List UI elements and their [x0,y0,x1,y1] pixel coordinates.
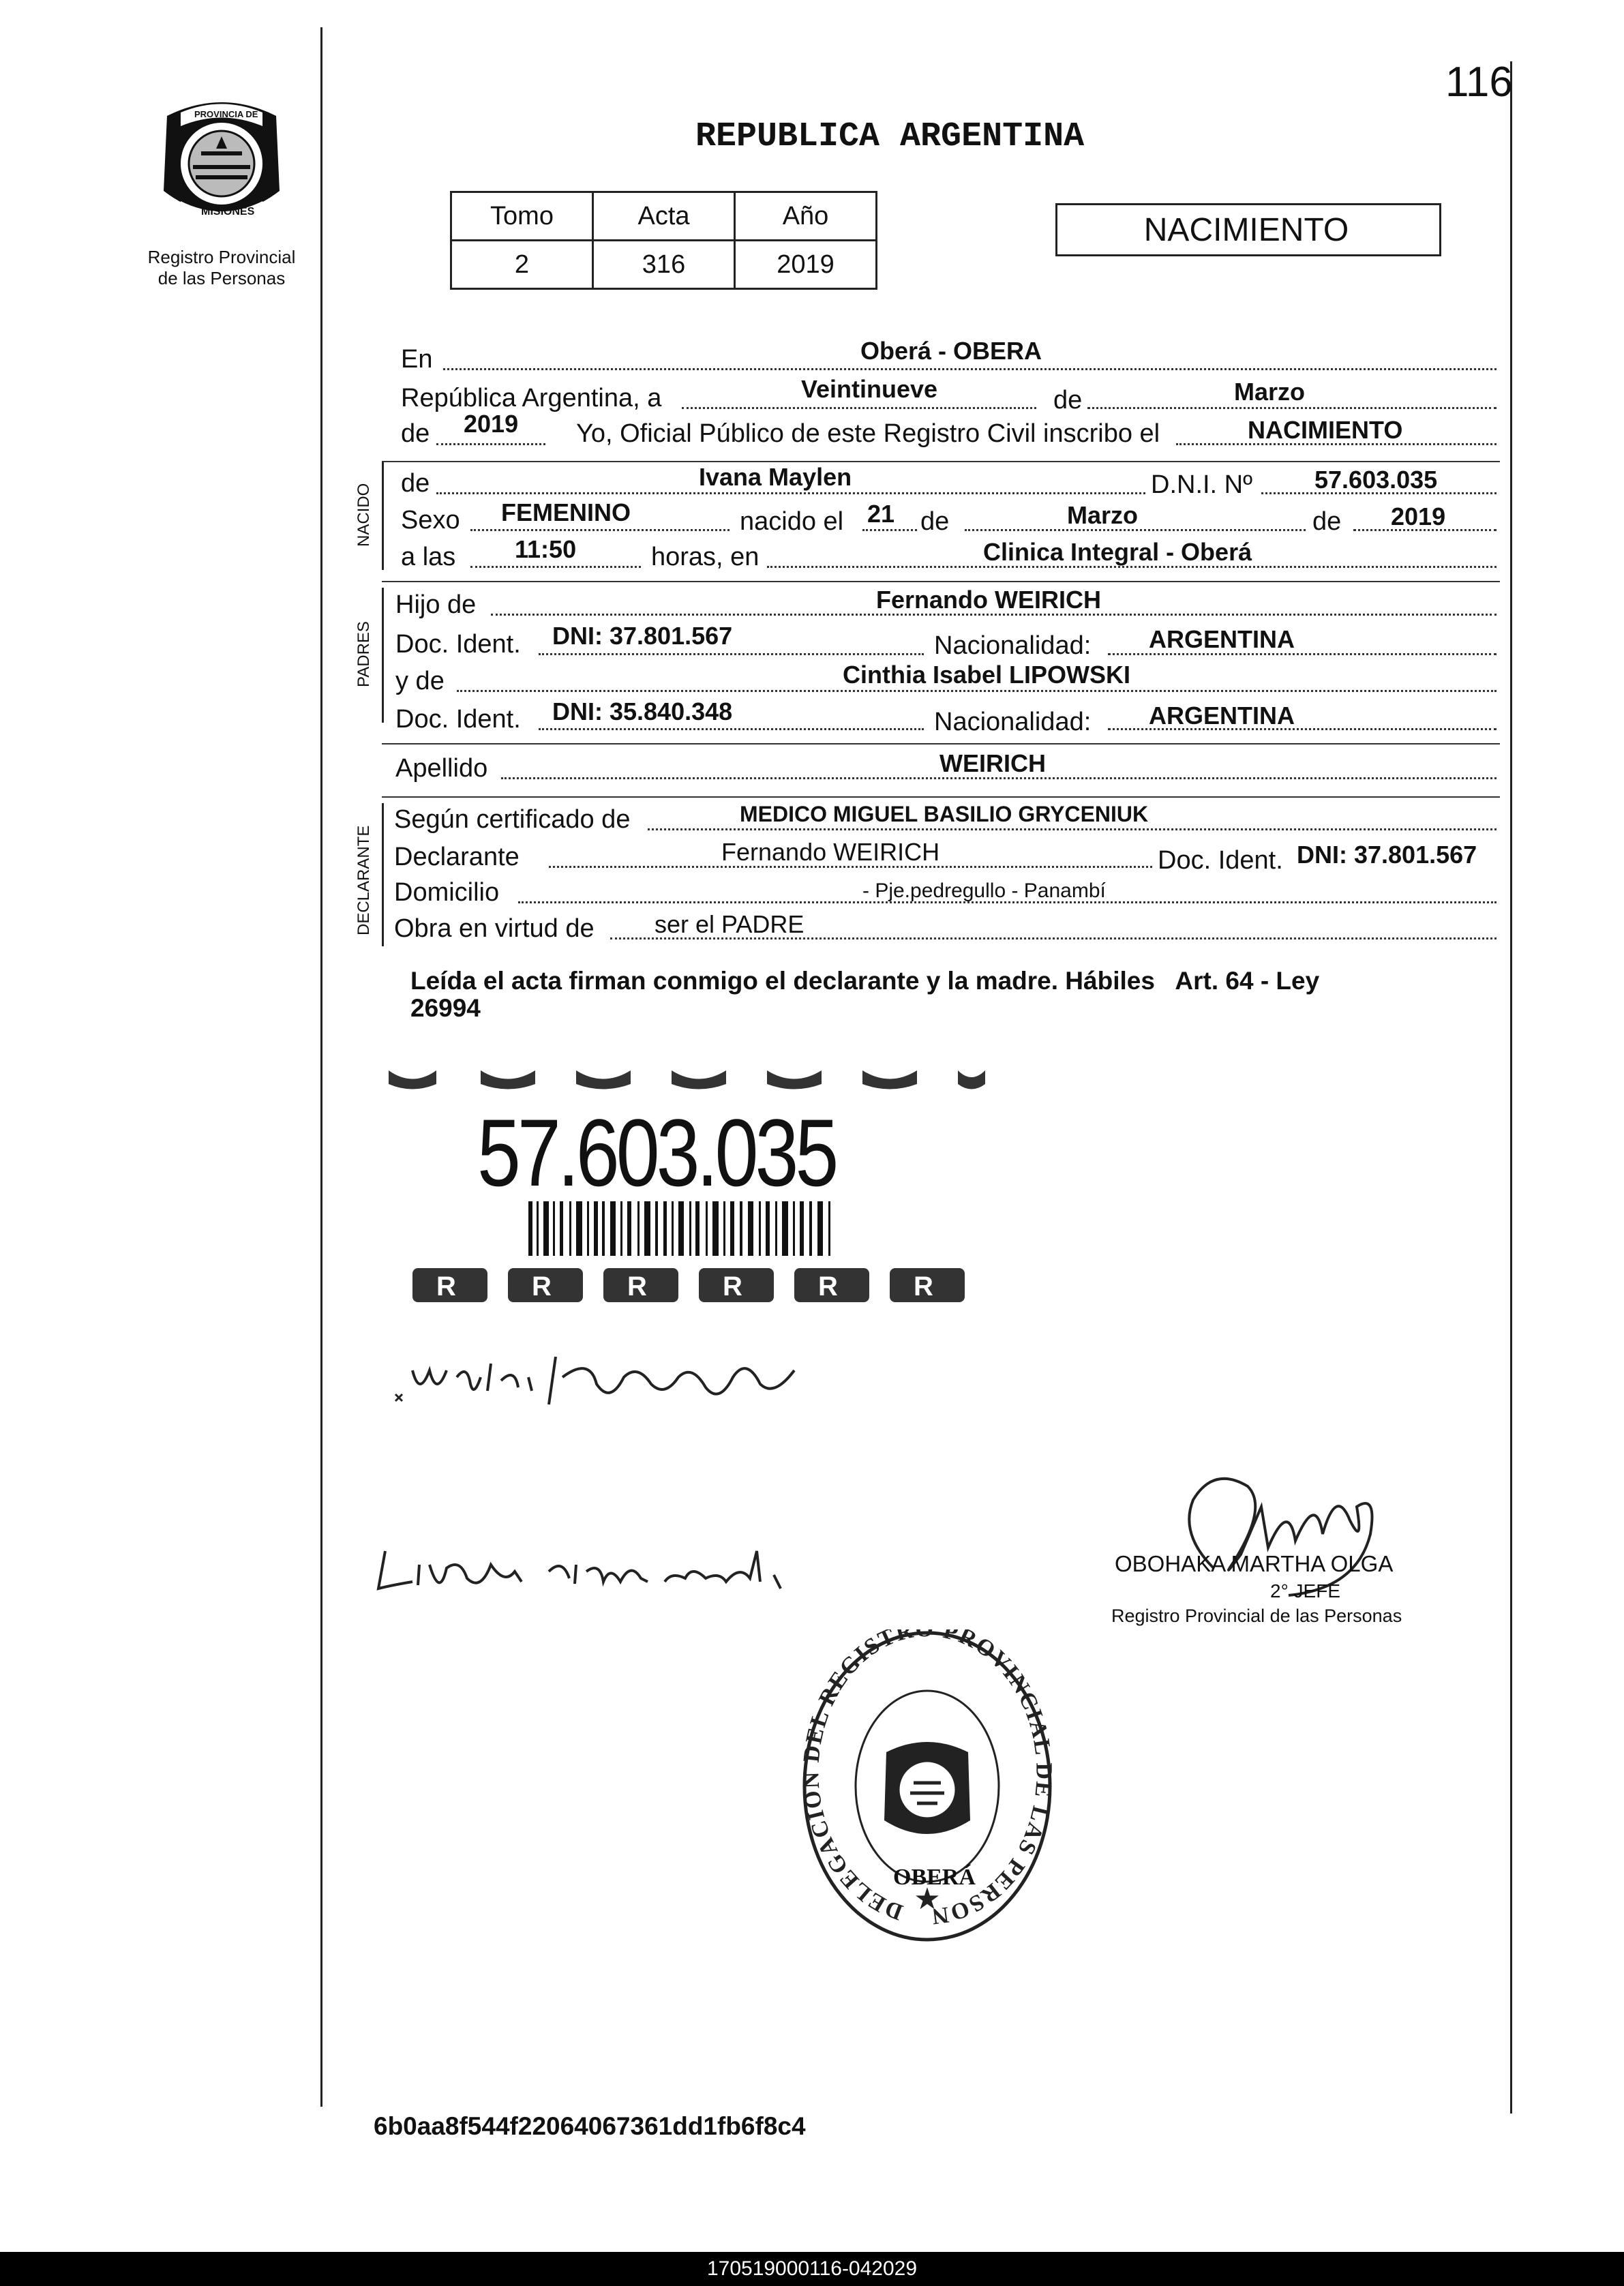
certificado-label: Según certificado de [394,805,631,834]
apellido-value: WEIRICH [939,749,1046,777]
record-header-anio: Año [735,192,877,241]
closing-text-line2: 26994 [410,994,481,1022]
month-dots [1087,407,1497,409]
official-role: 2° JEFE [1270,1580,1341,1601]
decl-doc-value: DNI: 37.801.567 [1297,841,1477,869]
dni-value: 57.603.035 [1314,466,1438,494]
logo-caption-2: de las Personas [157,268,286,288]
sexo-label: Sexo [401,506,460,535]
doc-type-label: NACIMIENTO [1143,212,1349,248]
page-number: 116 [1445,59,1513,106]
logo-caption-1: Registro Provincial [147,247,296,267]
nacido-top-rule [382,461,1500,462]
svg-text:★: ★ [914,1882,941,1916]
logo-top-text: PROVINCIA DE [194,109,258,119]
svg-text:R: R [914,1272,933,1302]
obra-label: Obra en virtud de [394,914,595,943]
seal-stamp-icon [801,1629,1053,1943]
footer-id: 170519000116-042029 [706,2257,918,2280]
father-doc-dots [539,653,924,655]
child-name-value: Ivana Maylen [699,463,852,491]
hijo-label: Hijo de [395,590,477,619]
document-hash: 6b0aa8f544f22064067361dd1fb6f8c4 [374,2112,806,2140]
en-dots [443,368,1497,370]
svg-text:R: R [818,1272,838,1302]
inscribo-value: NACIMIENTO [1248,416,1403,444]
birth-month-value: Marzo [1067,501,1139,529]
province-logo [153,89,290,239]
time-dots [470,566,641,568]
nacido-bracket [382,462,384,570]
birth-day-dots [862,529,917,531]
nacionalidad-label-2: Nacionalidad: [934,708,1092,736]
nacido-section-label: NACIDO [355,483,373,547]
obra-value: ser el PADRE [655,910,805,938]
record-header-tomo: Tomo [451,192,593,241]
birth-month-dots [965,529,1306,531]
name-dots [436,492,1145,494]
sexo-value: FEMENINO [501,498,631,526]
page-title: REPUBLICA ARGENTINA [695,117,1085,156]
record-table [450,191,877,290]
cert-dots [648,828,1497,830]
day-dots [682,407,1036,409]
declarante-bracket [382,803,384,946]
yo-text: Yo, Oficial Público de este Registro Civil inscribo el [576,419,1160,448]
en-value: Oberá - OBERA [860,337,1042,365]
month-value: Marzo [1234,378,1306,406]
doc-ident-label-1: Doc. Ident. [395,630,521,659]
left-margin-line [320,27,322,2107]
svg-text:R: R [532,1272,552,1302]
republica-label: República Argentina, a [401,384,662,412]
record-header-acta: Acta [593,192,735,241]
record-value-tomo: 2 [451,241,593,289]
birth-day-value: 21 [867,500,895,528]
padres-top-rule [382,581,1500,582]
cert-value: MEDICO MIGUEL BASILIO GRYCENIUK [740,802,1149,826]
svg-text:R: R [723,1272,742,1302]
declarante-section-label: DECLARANTE [355,825,373,935]
year-dots [436,443,545,445]
footer-band [0,2252,1624,2286]
sexo-dots [470,529,730,531]
father-nac-dots [1108,653,1497,655]
barcode [528,1201,830,1256]
domicilio-label: Domicilio [394,878,500,907]
de-label-4: de [1312,507,1342,536]
mother-nac-value: ARGENTINA [1149,702,1295,730]
right-margin-line [1510,61,1512,2114]
svg-text:R: R [436,1272,456,1302]
doc-ident-label-2: Doc. Ident. [395,705,521,734]
seal-city: OBERÁ [893,1865,976,1890]
de-label-1: de [1053,386,1083,415]
mother-doc-dots [539,728,924,730]
father-signature [392,1329,815,1411]
dni-label: D.N.I. Nº [1151,470,1252,499]
father-dots [491,614,1497,616]
horas-label: horas, en [651,543,760,571]
year-value: 2019 [464,410,519,438]
father-doc-value: DNI: 37.801.567 [552,622,733,650]
de-label-2: de [401,419,430,448]
svg-text:R: R [627,1272,647,1302]
seal-ring-text: DELEGACIO DEL REGISTR PROVINCIAL LAS PERSON [801,1629,1053,1929]
y-de-label: y de [395,667,445,695]
father-nac-value: ARGENTINA [1149,625,1295,653]
mother-signature [372,1524,808,1606]
official-name: OBOHAKA MARTHA OLGA [1115,1551,1394,1576]
dom-value: - Pje.pedregullo - Panambí [862,879,1106,902]
logo-bottom-text: MISIONES [201,206,255,217]
nacionalidad-label-1: Nacionalidad: [934,631,1092,660]
birth-year-value: 2019 [1391,502,1446,530]
decl-doc-label: Doc. Ident. [1158,846,1283,875]
record-value-acta: 316 [593,241,735,289]
mother-dots [457,690,1497,692]
decl-value: Fernando WEIRICH [721,838,940,866]
record-table-header-row [451,192,877,241]
dni-sticker [385,1057,989,1309]
record-value-anio: 2019 [735,241,877,289]
declarante-label: Declarante [394,843,520,871]
mother-doc-value: DNI: 35.840.348 [552,697,733,725]
padres-bracket [382,588,384,723]
apellido-label: Apellido [395,754,488,783]
apellido-dots [501,777,1497,779]
nacido-de-label: de [401,469,430,498]
sticker-number: 57.603.035 [477,1099,836,1206]
father-value: Fernando WEIRICH [876,586,1101,614]
mother-value: Cinthia Isabel LIPOWSKI [843,661,1131,689]
de-label-3: de [920,507,950,536]
record-table-value-row [451,241,877,289]
closing-text-line1: Leída el acta firman conmigo el declarante y la madre. Hábiles Art. 64 - Ley [410,967,1320,995]
en-label: En [401,345,433,374]
decl-dots [549,866,1152,868]
padres-bottom-rule [382,743,1500,745]
declarante-top-rule [382,796,1500,798]
padres-section-label: PADRES [355,621,373,687]
time-value: 11:50 [515,535,577,563]
place-dots [767,566,1497,568]
day-value: Veintinueve [801,375,938,403]
a-las-label: a las [401,543,456,571]
mother-signature-scribble [372,1524,808,1606]
father-signature-scribble [392,1329,815,1411]
official-org: Registro Provincial de las Personas [1111,1606,1402,1626]
place-value: Clinica Integral - Oberá [983,538,1252,566]
nacido-el-label: nacido el [740,507,844,536]
delegation-seal [801,1629,1053,1943]
